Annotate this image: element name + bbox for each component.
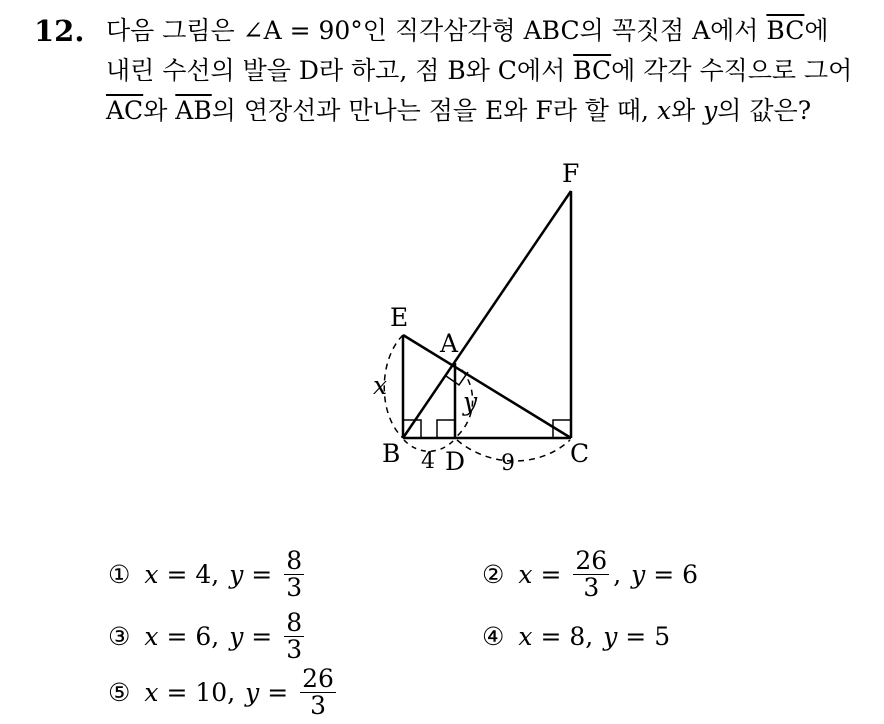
var-x: x xyxy=(144,678,159,708)
var-x: x xyxy=(518,622,533,651)
x-value: 4 xyxy=(195,560,212,590)
choice-mark: ④ xyxy=(482,622,505,651)
x-value: 8 xyxy=(569,622,586,651)
question-number: 12. xyxy=(34,14,85,48)
label-c: C xyxy=(570,439,590,468)
question-text: 와 xyxy=(671,96,704,125)
question-text: 의 값은? xyxy=(717,96,812,125)
question-text: 다음 그림은 ∠A = 90°인 직각삼각형 ABC의 꼭짓점 A에서 xyxy=(106,16,767,45)
var-y: y xyxy=(229,622,244,652)
right-angle-d-left xyxy=(437,420,455,438)
choice-mark: ⑤ xyxy=(108,678,131,708)
label-e: E xyxy=(390,303,409,332)
y-value: 5 xyxy=(654,622,671,651)
var-y: y xyxy=(703,96,718,125)
var-y: y xyxy=(229,560,244,590)
segment-ec-line xyxy=(403,335,571,438)
label-d: D xyxy=(445,447,466,476)
question-text: 에 xyxy=(804,16,829,45)
y-value: 6 xyxy=(682,560,699,590)
choice-4[interactable]: ④ x = 8 , y = 5 xyxy=(482,622,671,651)
var-x: x xyxy=(144,560,159,590)
segment-ab: $\overline{AB}$ xyxy=(175,96,212,125)
question-text: 에 각각 수직으로 그어 xyxy=(611,56,853,85)
segment-bf-line xyxy=(403,191,571,438)
choice-mark: ① xyxy=(108,560,131,590)
label-b: B xyxy=(382,439,401,468)
choice-mark: ③ xyxy=(108,622,131,652)
segment-bc: $\overline{BC}$ xyxy=(573,56,612,85)
x-value: 10 xyxy=(195,678,228,708)
var-y: y xyxy=(245,678,260,708)
question-text: 와 xyxy=(143,96,176,125)
choice-mark: ② xyxy=(482,560,505,590)
segment-bc: $\overline{BC}$ xyxy=(766,16,805,45)
label-a: A xyxy=(440,329,459,358)
choice-2[interactable]: ② x = $\frac{26}{3}$ , y = 6 xyxy=(482,546,699,603)
x-fraction: $\frac{26}{3}$ xyxy=(575,546,608,603)
x-value: 6 xyxy=(195,622,212,652)
question-text: 의 연장선과 만나는 점을 E와 F라 할 때, xyxy=(211,96,657,125)
label-f: F xyxy=(562,159,580,188)
var-x: x xyxy=(656,96,672,125)
choice-1[interactable]: ① x = 4 , y = $\frac{8}{3}$ xyxy=(108,546,303,603)
var-x: x xyxy=(144,622,159,652)
var-x: x xyxy=(518,560,533,590)
question-text: 내린 수선의 발을 D라 하고, 점 B와 C에서 xyxy=(106,56,574,85)
segment-ac: $\overline{AC}$ xyxy=(106,96,144,125)
y-fraction: $\frac{8}{3}$ xyxy=(286,608,303,665)
var-y: y xyxy=(603,622,618,651)
choice-5[interactable]: ⑤ x = 10 , y = $\frac{26}{3}$ xyxy=(108,664,334,721)
label-x: x xyxy=(373,371,388,400)
label-9: 9 xyxy=(501,451,515,476)
var-y: y xyxy=(631,560,646,590)
y-fraction: $\frac{26}{3}$ xyxy=(302,664,334,721)
choice-3[interactable]: ③ x = 6 , y = $\frac{8}{3}$ xyxy=(108,608,303,665)
label-4: 4 xyxy=(421,449,435,474)
label-y: y xyxy=(463,387,478,416)
y-fraction: $\frac{8}{3}$ xyxy=(286,546,303,603)
